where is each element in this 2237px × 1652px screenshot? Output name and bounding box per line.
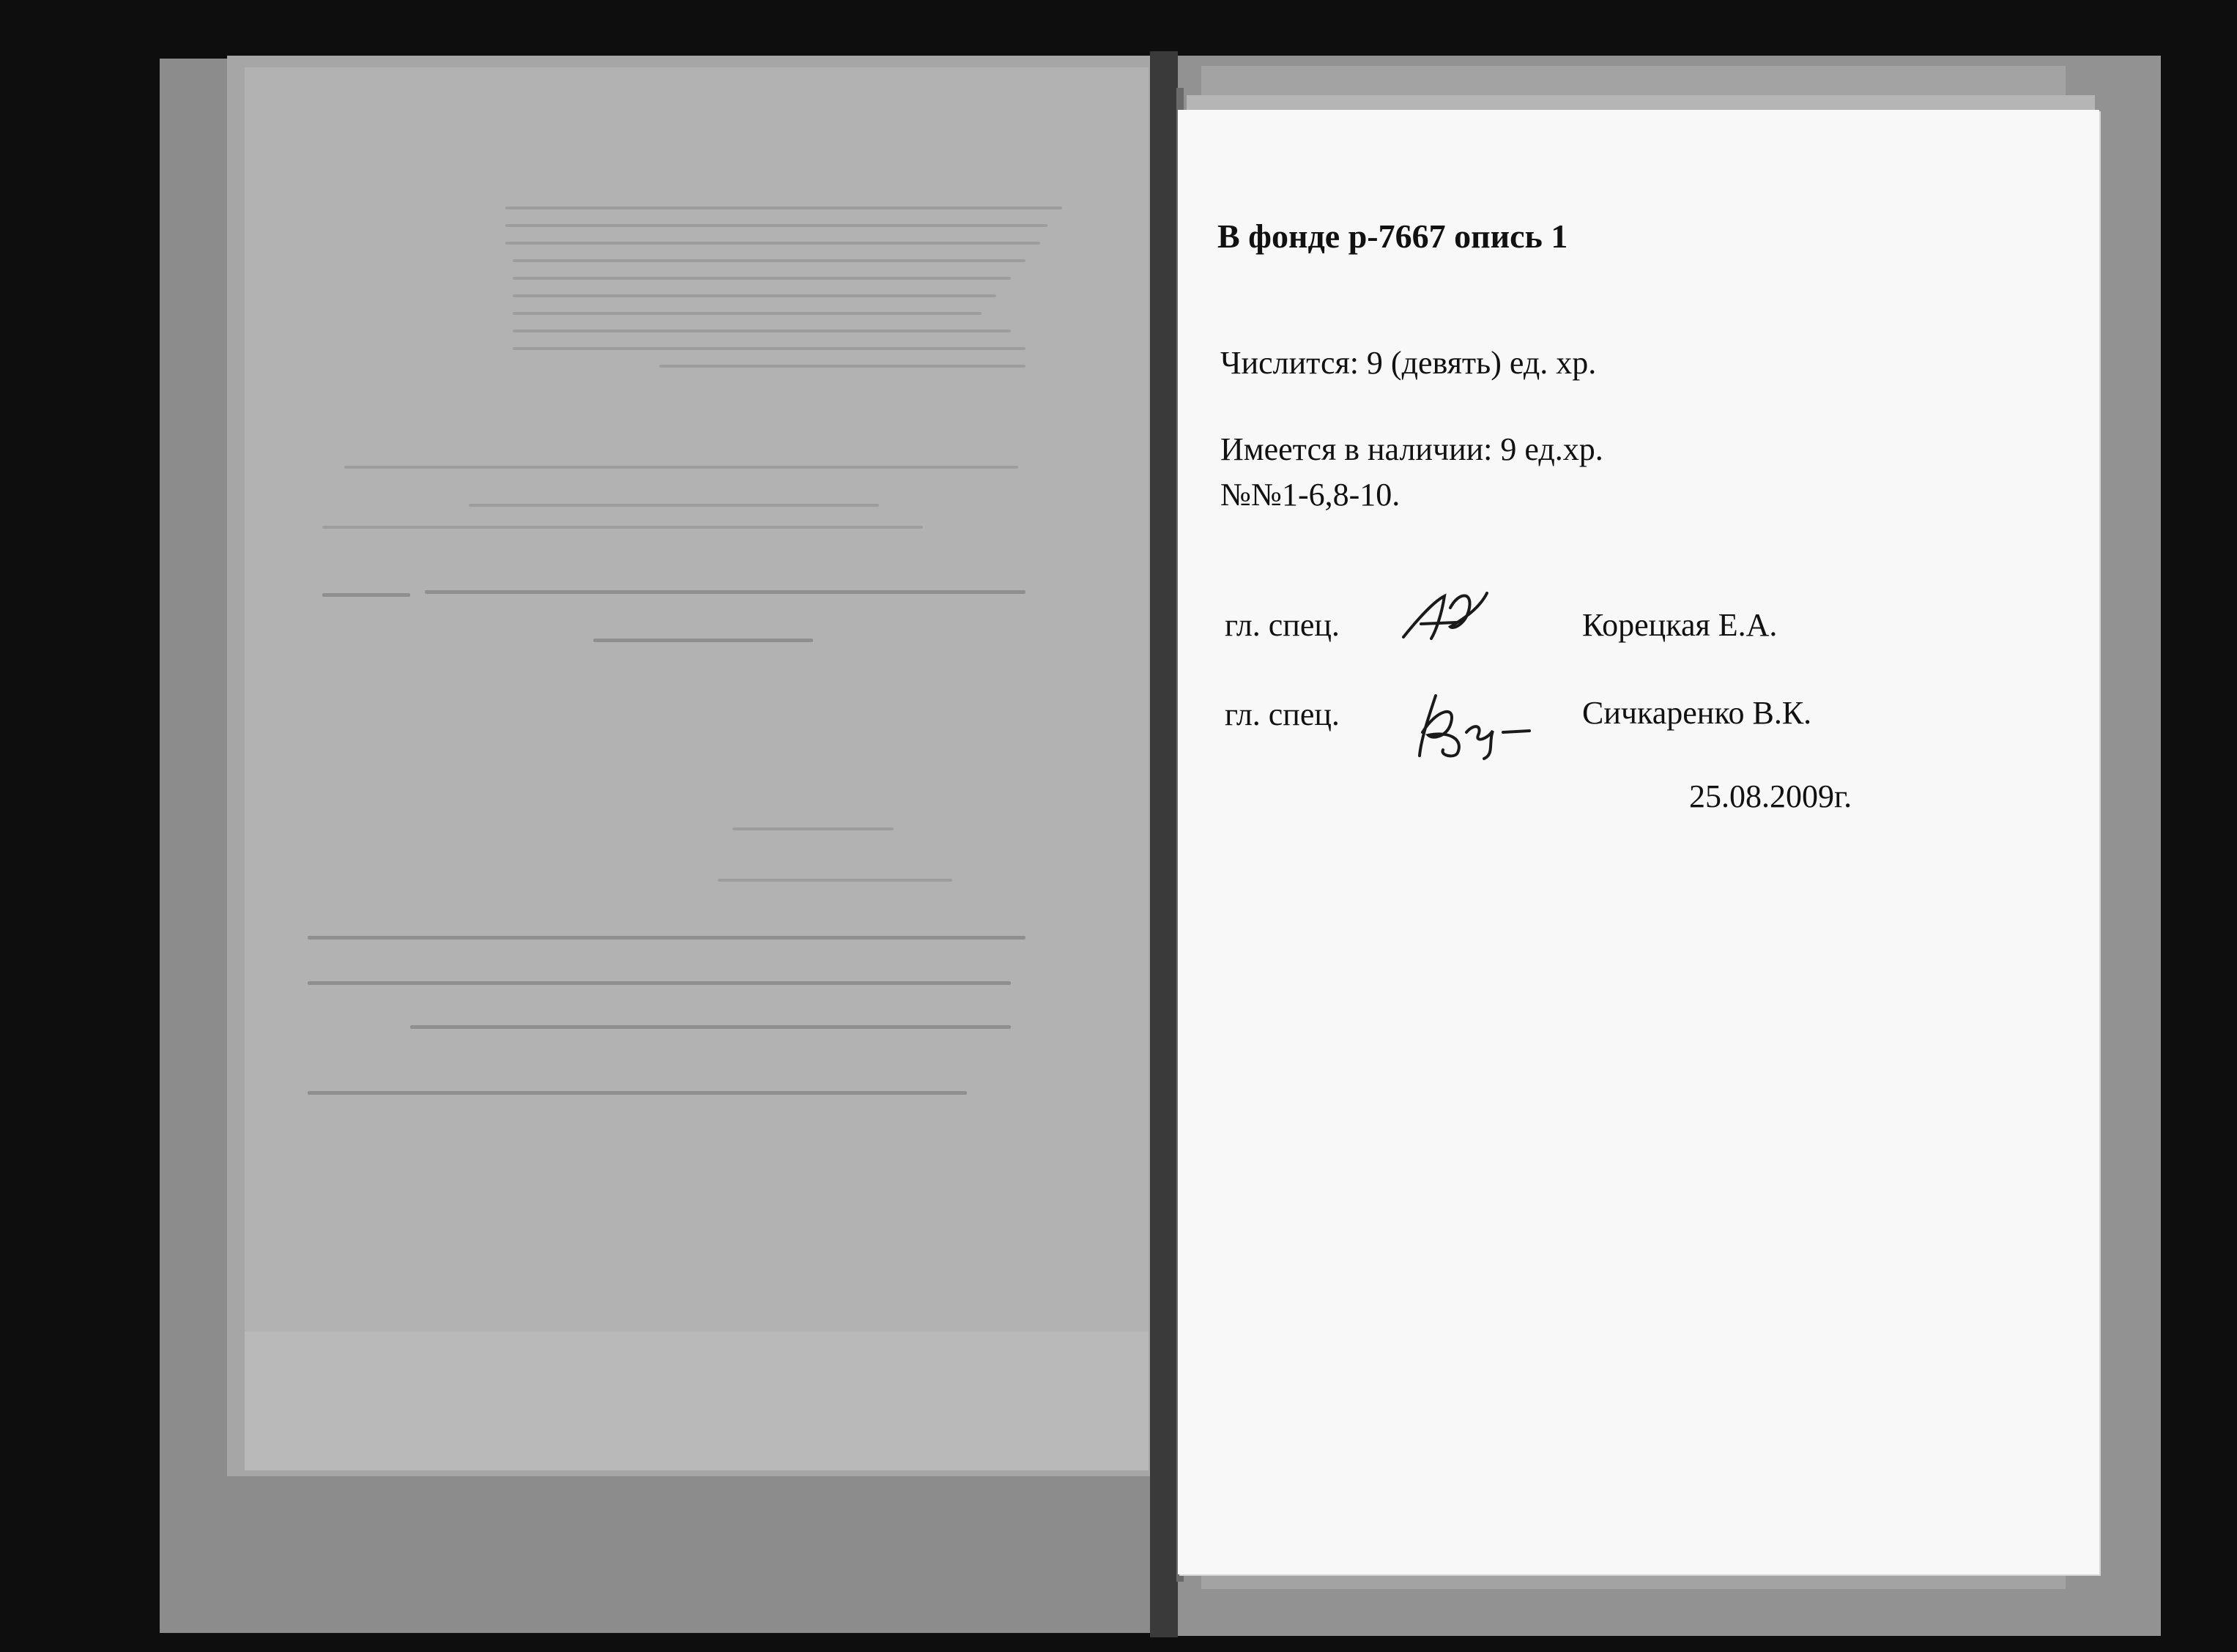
signer-1-position: гл. спец. [1225, 607, 1340, 643]
available-units-text: Имеется в наличии: 9 ед.хр. [1220, 431, 1603, 467]
signer-2-name: Сичкаренко В.К. [1582, 695, 1812, 731]
left-page-bottom-strip [245, 1331, 1149, 1470]
listed-units-text: Числится: 9 (девять) ед. хр. [1220, 345, 1597, 381]
signer-2-position: гл. спец. [1225, 696, 1340, 732]
folder-spine [1150, 51, 1178, 1637]
left-page-translucent-area [245, 67, 1149, 1331]
fund-heading: В фонде р-7667 опись 1 [1217, 217, 1568, 255]
record-date: 25.08.2009г. [1689, 778, 1852, 814]
signature-2-icon [1406, 688, 1538, 762]
signer-1-name: Корецкая Е.А. [1582, 607, 1778, 643]
archive-record-slip [1178, 110, 2099, 1574]
signature-1-icon [1399, 586, 1502, 652]
available-units-numbers: №№1-6,8-10. [1220, 477, 1401, 513]
